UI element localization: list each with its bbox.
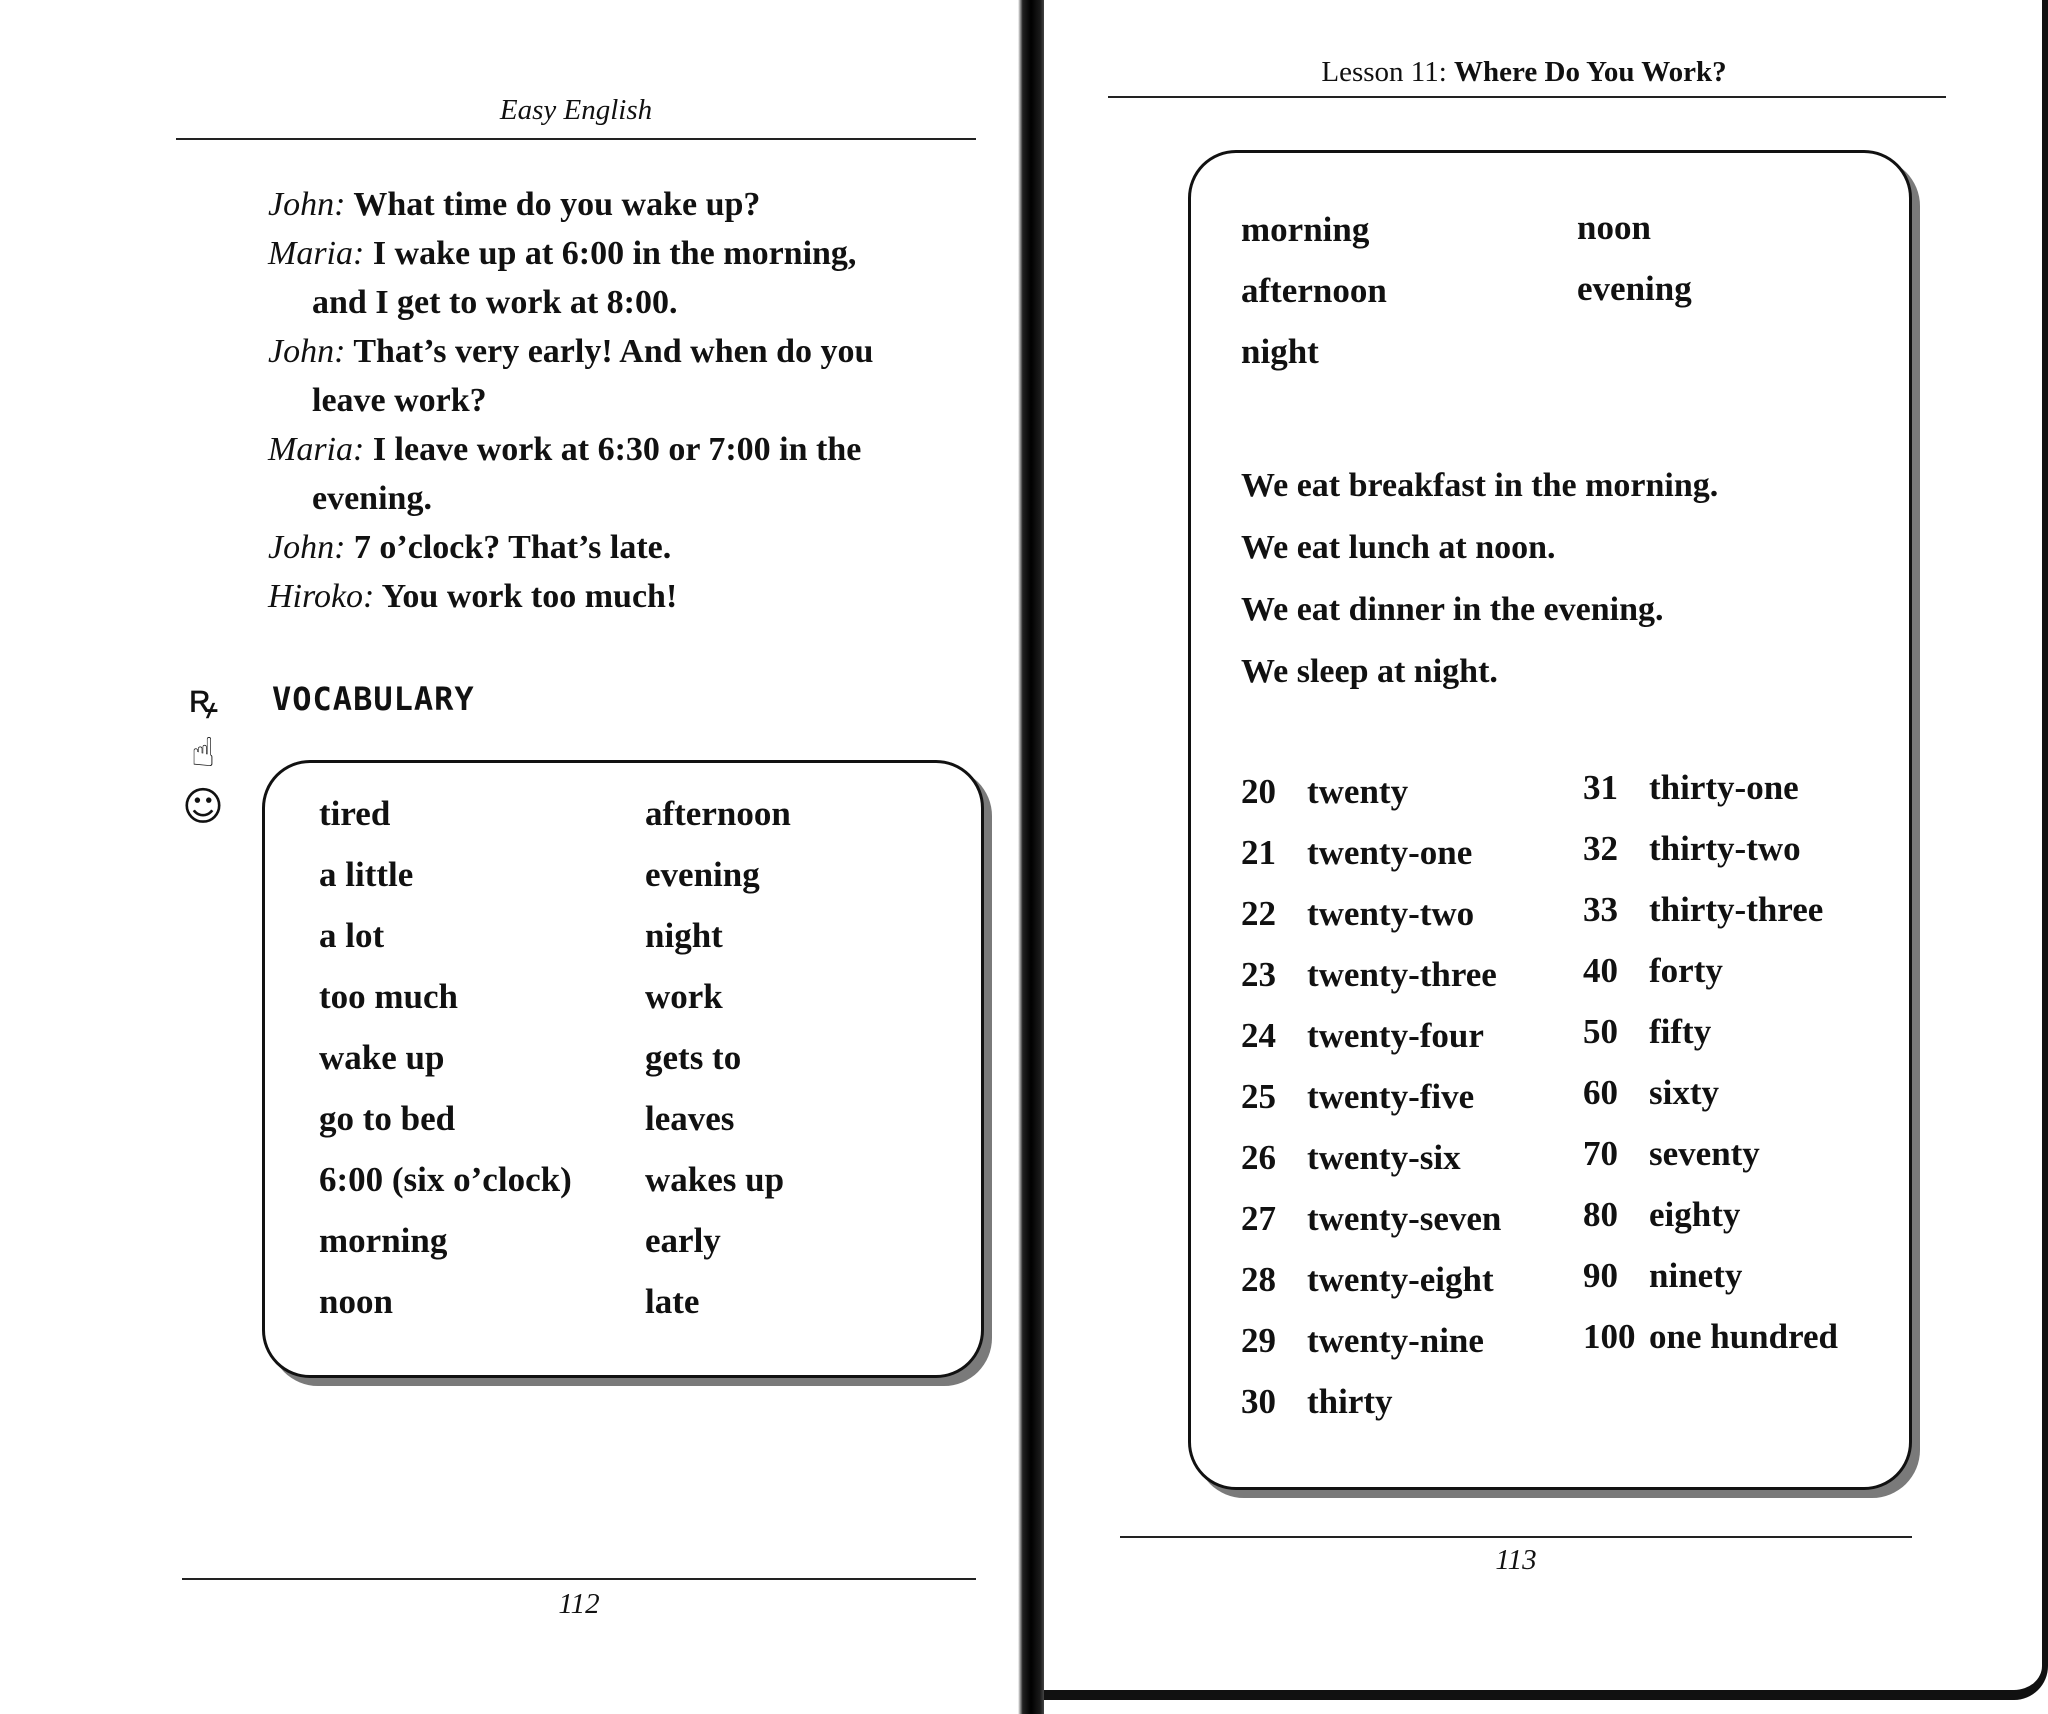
header-rule-left	[176, 138, 976, 140]
number-row	[1583, 1062, 1838, 1123]
vocabulary-word: leaves	[645, 1099, 735, 1138]
number-row	[1583, 1001, 1838, 1062]
vocabulary-right-column	[645, 783, 791, 1332]
vocabulary-word: tired	[319, 794, 391, 833]
number-row	[1583, 757, 1838, 818]
vocabulary-word: afternoon	[645, 794, 791, 833]
vocabulary-box	[262, 760, 984, 1378]
number-word: eighty	[1649, 1195, 1741, 1234]
dialogue	[268, 180, 968, 621]
speaker-name: John:	[268, 186, 346, 223]
meal-sentences	[1241, 455, 1718, 703]
footer-rule-right	[1120, 1536, 1912, 1538]
number-word: thirty-two	[1649, 829, 1801, 868]
book-spine	[1018, 0, 1044, 1714]
number-digits: 30	[1241, 1382, 1276, 1421]
number-digits: 100	[1583, 1317, 1636, 1356]
number-word: thirty	[1307, 1382, 1393, 1421]
number-digits: 29	[1241, 1321, 1276, 1360]
number-row	[1241, 883, 1501, 944]
vocabulary-word: gets to	[645, 1038, 742, 1077]
number-digits: 28	[1241, 1260, 1276, 1299]
lesson-label: Lesson 11:	[1321, 56, 1455, 88]
number-word: sixty	[1649, 1073, 1719, 1112]
number-digits: 25	[1241, 1077, 1276, 1116]
number-word: fifty	[1649, 1012, 1712, 1051]
number-word: twenty-seven	[1307, 1199, 1502, 1238]
time-of-day-word: night	[1241, 332, 1319, 371]
number-digits: 22	[1241, 894, 1276, 933]
number-digits: 40	[1583, 951, 1618, 990]
dialogue-line	[268, 572, 968, 621]
number-digits: 31	[1583, 768, 1618, 807]
times-of-day-right-column	[1577, 197, 1692, 319]
speaker-name: John:	[268, 333, 346, 370]
running-head-left: Easy English	[499, 94, 653, 126]
numbers-right-column	[1583, 757, 1838, 1367]
utterance-text: 7 o’clock? That’s late.	[353, 529, 672, 566]
number-word: twenty-six	[1307, 1138, 1461, 1177]
vocabulary-word: night	[645, 916, 723, 955]
utterance-text: That’s very early! And when do you	[353, 333, 874, 370]
number-word: thirty-three	[1649, 890, 1824, 929]
number-digits: 24	[1241, 1016, 1276, 1055]
number-row	[1241, 1249, 1501, 1310]
number-word: seventy	[1649, 1134, 1760, 1173]
vocabulary-word: too much	[319, 977, 459, 1016]
time-of-day-word: morning	[1241, 210, 1370, 249]
number-digits: 27	[1241, 1199, 1276, 1238]
number-row	[1241, 944, 1501, 1005]
page-number-right: 113	[1495, 1544, 1537, 1576]
vocabulary-word: go to bed	[319, 1099, 456, 1138]
utterance-text: You work too much!	[381, 578, 678, 615]
time-and-numbers-box	[1188, 150, 1912, 1490]
dialogue-line	[268, 229, 968, 327]
number-row	[1241, 1005, 1501, 1066]
header-rule-right	[1108, 96, 1946, 98]
page-number-left: 112	[558, 1588, 600, 1620]
time-of-day-word: evening	[1577, 269, 1692, 308]
number-row	[1241, 1310, 1501, 1371]
number-word: thirty-one	[1649, 768, 1799, 807]
number-digits: 90	[1583, 1256, 1618, 1295]
vocabulary-word: late	[645, 1282, 700, 1321]
utterance-text: What time do you wake up?	[353, 186, 761, 223]
face-icon: ☺	[182, 784, 224, 830]
number-digits: 26	[1241, 1138, 1276, 1177]
vocabulary-word: morning	[319, 1221, 448, 1260]
number-digits: 33	[1583, 890, 1618, 929]
number-digits: 32	[1583, 829, 1618, 868]
number-row	[1583, 1184, 1838, 1245]
speaker-name: Maria:	[268, 431, 365, 468]
dialogue-line	[268, 180, 968, 229]
number-row	[1583, 940, 1838, 1001]
times-of-day-left-column	[1241, 199, 1387, 382]
running-head-right	[1104, 56, 1944, 89]
hand-icon: ☝	[190, 730, 216, 776]
time-of-day-word: noon	[1577, 208, 1651, 247]
number-row	[1583, 1306, 1838, 1367]
example-sentence: We eat dinner in the evening.	[1241, 591, 1664, 628]
vocabulary-word: wakes up	[645, 1160, 785, 1199]
number-word: twenty-three	[1307, 955, 1497, 994]
utterance-text: I wake up at 6:00 in the morning,	[372, 235, 857, 272]
number-word: twenty-nine	[1307, 1321, 1484, 1360]
number-row	[1241, 1371, 1501, 1432]
vocabulary-left-column	[319, 783, 572, 1332]
speaker-name: John:	[268, 529, 346, 566]
dialogue-line	[268, 523, 968, 572]
number-word: twenty	[1307, 772, 1409, 811]
utterance-continuation: evening.	[312, 480, 432, 517]
example-sentence: We sleep at night.	[1241, 653, 1498, 690]
number-word: twenty-two	[1307, 894, 1475, 933]
utterance-text: I leave work at 6:30 or 7:00 in the	[372, 431, 862, 468]
number-word: ninety	[1649, 1256, 1743, 1295]
number-word: twenty-five	[1307, 1077, 1475, 1116]
left-page	[0, 0, 1018, 1714]
example-sentence: We eat lunch at noon.	[1241, 529, 1556, 566]
number-row	[1241, 761, 1501, 822]
number-word: twenty-one	[1307, 833, 1473, 872]
lesson-title: Where Do You Work?	[1454, 56, 1727, 88]
utterance-continuation: leave work?	[312, 382, 487, 419]
number-row	[1241, 1066, 1501, 1127]
dialogue-line	[268, 327, 968, 425]
utterance-continuation: and I get to work at 8:00.	[312, 284, 678, 321]
number-row	[1241, 1127, 1501, 1188]
abc-icon: ꝶ	[187, 676, 219, 722]
vocabulary-heading: VOCABULARY	[272, 680, 475, 718]
number-word: twenty-eight	[1307, 1260, 1494, 1299]
number-word: twenty-four	[1307, 1016, 1484, 1055]
vocabulary-word: work	[645, 977, 723, 1016]
number-word: one hundred	[1649, 1317, 1839, 1356]
vocabulary-word: 6:00 (six o’clock)	[319, 1160, 572, 1199]
example-sentence: We eat breakfast in the morning.	[1241, 467, 1719, 504]
vocabulary-word: a little	[319, 855, 414, 894]
vocabulary-word: noon	[319, 1282, 393, 1321]
number-row	[1241, 1188, 1501, 1249]
number-digits: 21	[1241, 833, 1276, 872]
number-digits: 60	[1583, 1073, 1618, 1112]
numbers-left-column	[1241, 761, 1501, 1432]
number-row	[1583, 818, 1838, 879]
vocabulary-icons	[178, 672, 228, 834]
number-digits: 50	[1583, 1012, 1618, 1051]
number-word: forty	[1649, 951, 1723, 990]
number-row	[1583, 1123, 1838, 1184]
number-digits: 80	[1583, 1195, 1618, 1234]
number-row	[1583, 879, 1838, 940]
vocabulary-word: early	[645, 1221, 721, 1260]
footer-rule-left	[182, 1578, 976, 1580]
number-row	[1241, 822, 1501, 883]
speaker-name: Hiroko:	[268, 578, 375, 615]
time-of-day-word: afternoon	[1241, 271, 1387, 310]
vocabulary-word: a lot	[319, 916, 385, 955]
number-digits: 70	[1583, 1134, 1618, 1173]
number-row	[1583, 1245, 1838, 1306]
number-digits: 23	[1241, 955, 1276, 994]
speaker-name: Maria:	[268, 235, 365, 272]
dialogue-line	[268, 425, 968, 523]
vocabulary-word: wake up	[319, 1038, 445, 1077]
vocabulary-word: evening	[645, 855, 760, 894]
number-digits: 20	[1241, 772, 1276, 811]
